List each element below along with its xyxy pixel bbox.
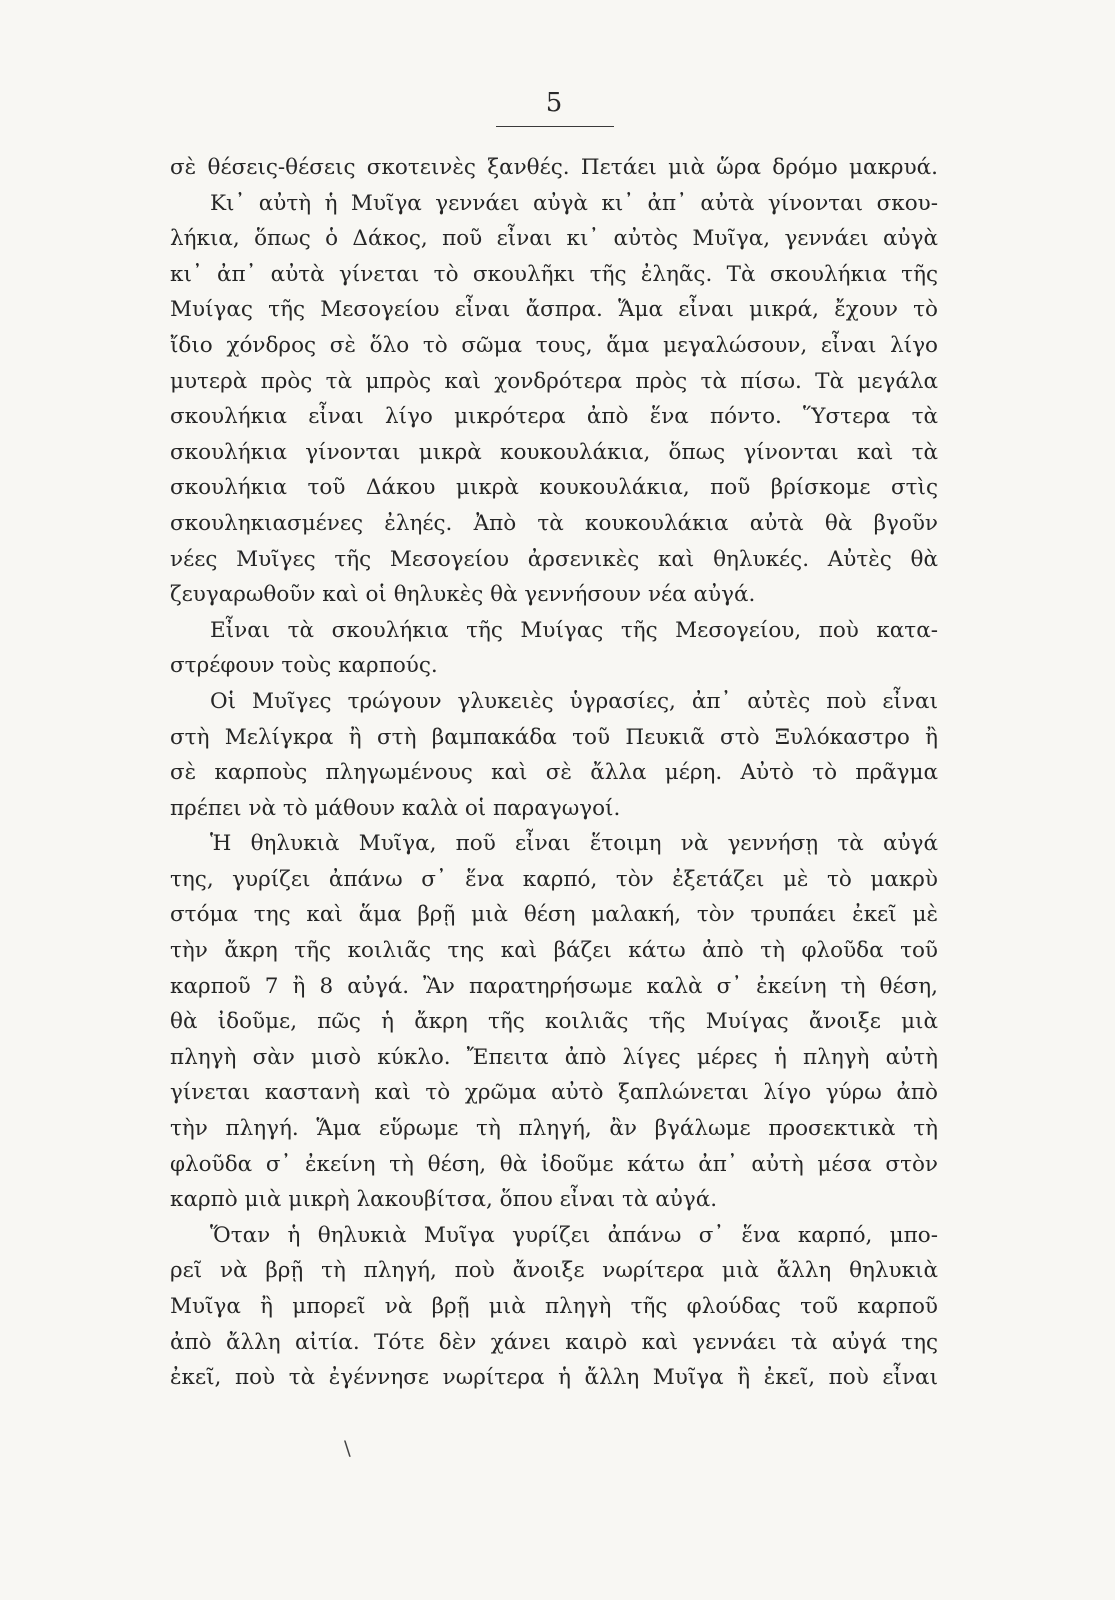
stray-mark: \ [344,1436,351,1460]
text-line: Κι᾽ αὐτὴ ἡ Μυῖγα γεννάει αὐγὰ κι᾽ ἀπ᾽ αὐτὰ γίνονται σκου- [210,190,938,216]
text-line: πληγὴ σὰν μισὸ κύκλο. Ἔπειτα ἀπὸ λίγες μέρες ἡ πληγὴ αὐτὴ [170,1044,938,1070]
text-line: νέες Μυῖγες τῆς Μεσογείου ἀρσενικὲς καὶ θηλυκές. Αὐτὲς θὰ [170,546,938,572]
text-line: ἀπὸ ἄλλη αἰτία. Τότε δὲν χάνει καιρὸ καὶ γεννάει τὰ αὐγά της [170,1329,938,1355]
text-line: πρέπει νὰ τὸ μάθουν καλὰ οἱ παραγωγοί. [170,795,621,821]
text-line: σὲ θέσεις-θέσεις σκοτεινὲς ξανθές. Πετάει μιὰ ὥρα δρόμο μακρυά. [170,155,938,180]
text-line: στόμα της καὶ ἅμα βρῇ μιὰ θέση μαλακή, τὸν τρυπάει ἐκεῖ μὲ [170,902,938,928]
page-number-rule [496,126,614,127]
text-line: Εἶναι τὰ σκουλήκια τῆς Μυίγας τῆς Μεσογείου, ποὺ κατα- [210,617,938,643]
text-line: θὰ ἰδοῦμε, πῶς ἡ ἄκρη τῆς κοιλιᾶς τῆς Μυίγας ἄνοιξε μιὰ [170,1009,938,1035]
text-line: γίνεται καστανὴ καὶ τὸ χρῶμα αὐτὸ ξαπλώνεται λίγο γύρω ἀπὸ [170,1080,938,1106]
text-line: Μυίγας τῆς Μεσογείου εἶναι ἄσπρα. Ἅμα εἶναι μικρά, ἔχουν τὸ [170,297,938,323]
text-line: Ὅταν ἡ θηλυκιὰ Μυῖγα γυρίζει ἀπάνω σ᾽ ἕνα καρπό, μπο- [210,1222,938,1248]
text-line: στὴ Μελίγκρα ἢ στὴ βαμπακάδα τοῦ Πευκιᾶ στὸ Ξυλόκαστρο ἢ [170,724,938,750]
text-line: καρπὸ μιὰ μικρὴ λακουβίτσα, ὅπου εἶναι τὰ αὐγά. [170,1187,718,1213]
text-line: στρέφουν τοὺς καρπούς. [170,653,438,679]
text-line: Οἱ Μυῖγες τρώγουν γλυκειὲς ὑγρασίες, ἀπ᾽ αὐτὲς ποὺ εἶναι [210,688,938,714]
text-line: σὲ καρποὺς πληγωμένους καὶ σὲ ἄλλα μέρη. Αὐτὸ τὸ πρᾶγμα [170,760,938,786]
text-line: ἐκεῖ, ποὺ τὰ ἐγέννησε νωρίτερα ἡ ἄλλη Μυῖγα ἢ ἐκεῖ, ποὺ εἶναι [170,1365,938,1391]
text-line: σκουληκιασμένες ἐληές. Ἀπὸ τὰ κουκουλάκια αὐτὰ θὰ βγοῦν [170,510,938,536]
text-line: σκουλήκια γίνονται μικρὰ κουκουλάκια, ὅπως γίνονται καὶ τὰ [170,439,938,465]
text-line: φλοῦδα σ᾽ ἐκείνη τὴ θέση, θὰ ἰδοῦμε κάτω ἀπ᾽ αὐτὴ μέσα στὸν [170,1151,938,1177]
text-line: ἴδιο χόνδρος σὲ ὅλο τὸ σῶμα τους, ἅμα μεγαλώσουν, εἶναι λίγο [170,332,938,358]
text-line: μυτερὰ πρὸς τὰ μπρὸς καὶ χονδρότερα πρὸς τὰ πίσω. Τὰ μεγάλα [170,368,938,394]
text-line: καρποῦ 7 ἢ 8 αὐγά. Ἂν παρατηρήσωμε καλὰ σ᾽ ἐκείνη τὴ θέση, [170,973,938,999]
text-line: ρεῖ νὰ βρῇ τὴ πληγή, ποὺ ἄνοιξε νωρίτερα μιὰ ἄλλη θηλυκιὰ [170,1258,938,1284]
body-text [170,150,938,1396]
text-line: ζευγαρωθοῦν καὶ οἱ θηλυκὲς θὰ γεννήσουν νέα αὐγά. [170,582,756,608]
text-line: τὴν πληγή. Ἅμα εὕρωμε τὴ πληγή, ἂν βγάλωμε προσεκτικὰ τὴ [170,1116,938,1142]
text-line: κι᾽ ἀπ᾽ αὐτὰ γίνεται τὸ σκουλῆκι τῆς ἐληᾶς. Τὰ σκουλήκια τῆς [170,261,938,287]
text-line: σκουλήκια εἶναι λίγο μικρότερα ἀπὸ ἕνα πόντο. Ὕστερα τὰ [170,404,938,430]
text-line: σκουλήκια τοῦ Δάκου μικρὰ κουκουλάκια, ποῦ βρίσκομε στὶς [170,475,938,501]
text-line: Ἡ θηλυκιὰ Μυῖγα, ποῦ εἶναι ἕτοιμη νὰ γεννήσῃ τὰ αὐγά [210,831,938,857]
text-line: τὴν ἄκρη τῆς κοιλιᾶς της καὶ βάζει κάτω ἀπὸ τὴ φλοῦδα τοῦ [170,938,938,964]
text-line: της, γυρίζει ἀπάνω σ᾽ ἕνα καρπό, τὸν ἐξετάζει μὲ τὸ μακρὺ [170,866,938,892]
page-number: 5 [545,88,563,118]
text-line: λήκια, ὅπως ὁ Δάκος, ποῦ εἶναι κι᾽ αὐτὸς Μυῖγα, γεννάει αὐγὰ [170,226,938,252]
text-line: Μυῖγα ἢ μπορεῖ νὰ βρῇ μιὰ πληγὴ τῆς φλούδας τοῦ καρποῦ [170,1294,938,1319]
